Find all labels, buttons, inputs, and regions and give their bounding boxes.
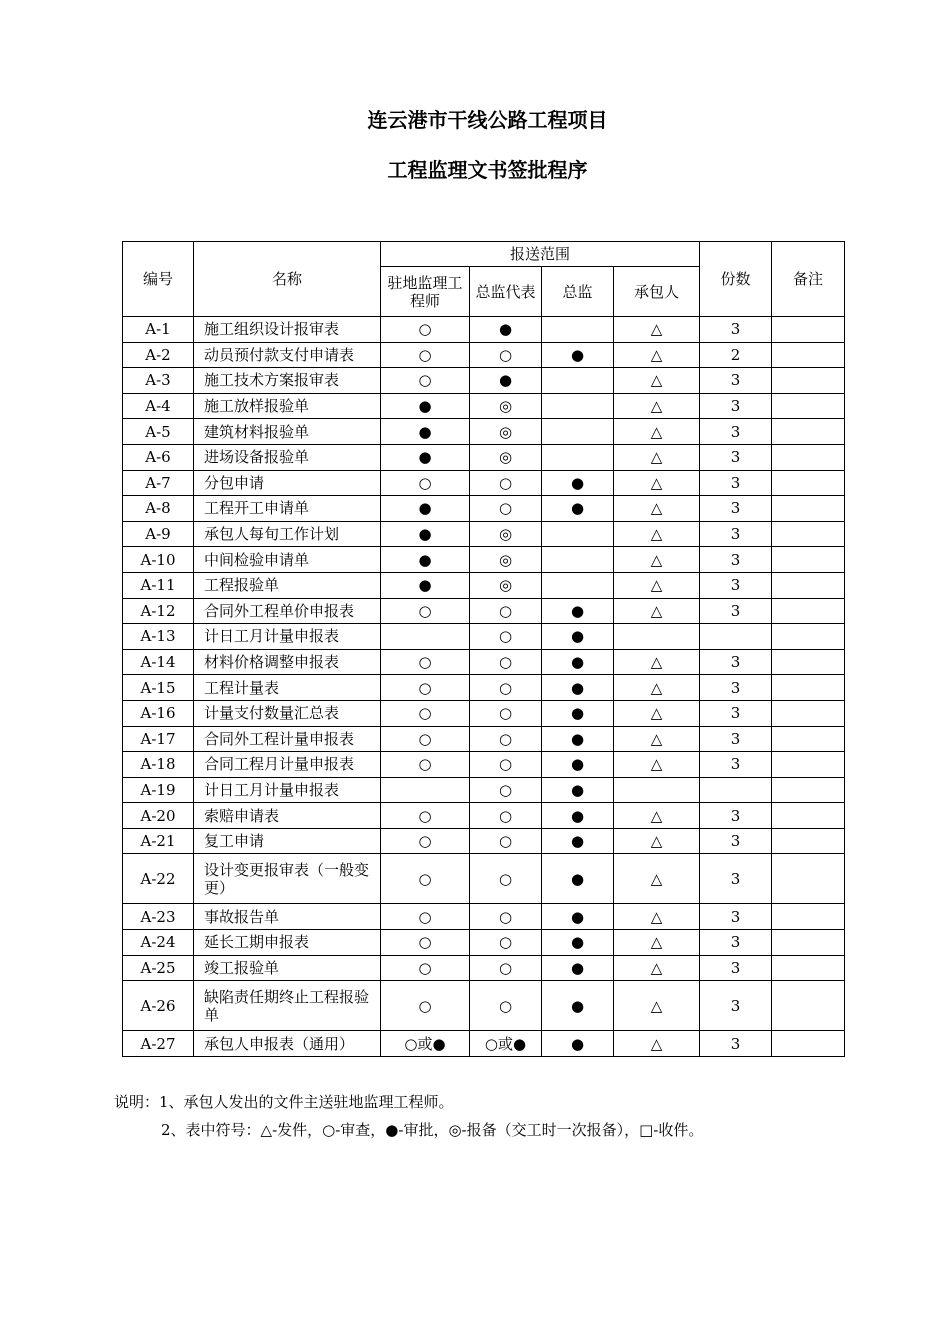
row-copies: 3 (700, 726, 772, 752)
row-code: A-14 (123, 649, 194, 675)
row-remarks (772, 777, 845, 803)
row-resident-engineer: ○ (381, 981, 470, 1031)
table-row (123, 828, 845, 854)
note-line-1: 说明：1、承包人发出的文件主送驻地监理工程师。 (114, 1093, 454, 1111)
row-chief (542, 393, 614, 419)
row-copies: 3 (700, 470, 772, 496)
row-chief: ● (542, 726, 614, 752)
row-copies: 3 (700, 930, 772, 956)
row-chief: ● (542, 930, 614, 956)
row-remarks (772, 930, 845, 956)
row-chief-rep: ○ (470, 854, 542, 904)
row-resident-engineer (381, 624, 470, 650)
row-remarks (772, 803, 845, 829)
row-chief: ● (542, 854, 614, 904)
row-code: A-5 (123, 419, 194, 445)
row-code: A-26 (123, 981, 194, 1031)
row-contractor: △ (614, 981, 700, 1031)
row-name: 缺陷责任期终止工程报验单 (194, 981, 381, 1031)
row-resident-engineer: ○ (381, 675, 470, 701)
row-code: A-22 (123, 854, 194, 904)
row-copies: 3 (700, 649, 772, 675)
row-resident-engineer: ○ (381, 854, 470, 904)
row-code: A-27 (123, 1031, 194, 1057)
row-copies: 3 (700, 904, 772, 930)
row-name: 动员预付款支付申请表 (194, 342, 381, 368)
document-subtitle: 工程监理文书签批程序 (387, 158, 588, 182)
row-resident-engineer: ● (381, 572, 470, 598)
row-name: 中间检验申请单 (194, 547, 381, 573)
row-name: 施工放样报验单 (194, 393, 381, 419)
row-chief: ● (542, 777, 614, 803)
row-code: A-9 (123, 521, 194, 547)
row-remarks (772, 700, 845, 726)
row-copies: 3 (700, 981, 772, 1031)
row-chief-rep: ○ (470, 904, 542, 930)
row-chief-rep: ◎ (470, 419, 542, 445)
row-chief-rep: ○ (470, 700, 542, 726)
row-contractor: △ (614, 649, 700, 675)
row-resident-engineer: ○ (381, 649, 470, 675)
row-chief-rep: ○ (470, 675, 542, 701)
row-contractor: △ (614, 419, 700, 445)
table-row (123, 342, 845, 368)
row-copies: 3 (700, 598, 772, 624)
row-name: 建筑材料报验单 (194, 419, 381, 445)
table-row (123, 444, 845, 470)
row-copies: 3 (700, 700, 772, 726)
row-chief: ● (542, 828, 614, 854)
row-code: A-25 (123, 955, 194, 981)
row-chief (542, 547, 614, 573)
header-copies: 份数 (700, 242, 772, 317)
row-chief-rep: ◎ (470, 572, 542, 598)
row-name: 计日工月计量申报表 (194, 777, 381, 803)
row-remarks (772, 393, 845, 419)
table-row (123, 598, 845, 624)
header-scope: 报送范围 (381, 242, 700, 267)
row-code: A-19 (123, 777, 194, 803)
row-remarks (772, 572, 845, 598)
row-name: 施工技术方案报审表 (194, 368, 381, 394)
row-chief (542, 444, 614, 470)
row-name: 施工组织设计报审表 (194, 317, 381, 343)
row-contractor: △ (614, 342, 700, 368)
table-row (123, 649, 845, 675)
header-chief: 总监 (542, 267, 614, 317)
row-chief (542, 368, 614, 394)
row-chief: ● (542, 752, 614, 778)
table-row (123, 752, 845, 778)
row-chief-rep: ○ (470, 496, 542, 522)
row-chief: ● (542, 342, 614, 368)
row-chief-rep: ○ (470, 726, 542, 752)
row-contractor: △ (614, 726, 700, 752)
row-name: 工程开工申请单 (194, 496, 381, 522)
row-code: A-4 (123, 393, 194, 419)
row-contractor: △ (614, 547, 700, 573)
row-name: 合同外工程单价申报表 (194, 598, 381, 624)
row-chief-rep: ○ (470, 828, 542, 854)
row-copies: 3 (700, 1031, 772, 1057)
header-remarks: 备注 (772, 242, 845, 317)
row-chief: ● (542, 1031, 614, 1057)
row-code: A-20 (123, 803, 194, 829)
row-chief-rep: ○ (470, 342, 542, 368)
row-code: A-18 (123, 752, 194, 778)
row-code: A-13 (123, 624, 194, 650)
row-contractor: △ (614, 496, 700, 522)
row-copies: 3 (700, 572, 772, 598)
row-remarks (772, 955, 845, 981)
row-code: A-2 (123, 342, 194, 368)
row-resident-engineer (381, 777, 470, 803)
row-name: 延长工期申报表 (194, 930, 381, 956)
table-row (123, 547, 845, 573)
row-name: 计日工月计量申报表 (194, 624, 381, 650)
row-code: A-11 (123, 572, 194, 598)
row-contractor: △ (614, 368, 700, 394)
row-chief-rep: ○ (470, 470, 542, 496)
row-remarks (772, 981, 845, 1031)
row-resident-engineer: ○ (381, 470, 470, 496)
row-remarks (772, 521, 845, 547)
row-remarks (772, 828, 845, 854)
table-row (123, 317, 845, 343)
row-name: 承包人申报表（通用） (194, 1031, 381, 1057)
row-remarks (772, 470, 845, 496)
row-remarks (772, 368, 845, 394)
row-contractor: △ (614, 828, 700, 854)
row-copies (700, 777, 772, 803)
row-chief-rep: ○ (470, 624, 542, 650)
table-row (123, 854, 845, 904)
header-contractor: 承包人 (614, 267, 700, 317)
row-contractor: △ (614, 752, 700, 778)
row-code: A-10 (123, 547, 194, 573)
row-contractor: △ (614, 904, 700, 930)
row-name: 合同外工程计量申报表 (194, 726, 381, 752)
row-contractor: △ (614, 700, 700, 726)
row-chief: ● (542, 803, 614, 829)
row-resident-engineer: ○ (381, 803, 470, 829)
row-code: A-15 (123, 675, 194, 701)
header-name: 名称 (194, 242, 381, 317)
row-chief (542, 419, 614, 445)
row-remarks (772, 342, 845, 368)
table-row (123, 955, 845, 981)
row-name: 工程报验单 (194, 572, 381, 598)
table-row (123, 496, 845, 522)
row-name: 进场设备报验单 (194, 444, 381, 470)
row-remarks (772, 1031, 845, 1057)
row-code: A-3 (123, 368, 194, 394)
row-resident-engineer: ○ (381, 342, 470, 368)
row-chief-rep: ○ (470, 981, 542, 1031)
table-body (123, 317, 845, 1057)
row-remarks (772, 598, 845, 624)
row-chief-rep: ◎ (470, 444, 542, 470)
row-resident-engineer: ○ (381, 726, 470, 752)
row-remarks (772, 419, 845, 445)
row-chief-rep: ◎ (470, 547, 542, 573)
row-chief: ● (542, 675, 614, 701)
row-copies: 3 (700, 547, 772, 573)
row-remarks (772, 675, 845, 701)
row-chief: ● (542, 624, 614, 650)
row-code: A-16 (123, 700, 194, 726)
row-remarks (772, 496, 845, 522)
row-resident-engineer: ● (381, 393, 470, 419)
row-resident-engineer: ○或● (381, 1031, 470, 1057)
table-row (123, 572, 845, 598)
row-chief-rep: ● (470, 317, 542, 343)
row-copies: 3 (700, 496, 772, 522)
row-contractor: △ (614, 1031, 700, 1057)
row-copies: 3 (700, 419, 772, 445)
row-chief-rep: ○ (470, 752, 542, 778)
row-chief-rep: ○ (470, 930, 542, 956)
row-chief (542, 572, 614, 598)
header-resident-engineer: 驻地监理工程师 (381, 267, 470, 317)
row-copies: 3 (700, 803, 772, 829)
row-chief: ● (542, 598, 614, 624)
table-row (123, 393, 845, 419)
row-copies: 3 (700, 317, 772, 343)
row-name: 设计变更报审表（一般变更） (194, 854, 381, 904)
notes (114, 1088, 703, 1144)
row-copies: 3 (700, 828, 772, 854)
row-chief: ● (542, 700, 614, 726)
row-contractor: △ (614, 572, 700, 598)
row-copies: 3 (700, 854, 772, 904)
row-resident-engineer: ● (381, 521, 470, 547)
row-copies: 3 (700, 368, 772, 394)
table-row (123, 1031, 845, 1057)
row-code: A-23 (123, 904, 194, 930)
row-chief: ● (542, 955, 614, 981)
row-contractor: △ (614, 393, 700, 419)
row-resident-engineer: ● (381, 547, 470, 573)
row-code: A-1 (123, 317, 194, 343)
row-chief (542, 521, 614, 547)
row-copies: 3 (700, 955, 772, 981)
row-chief: ● (542, 496, 614, 522)
row-chief-rep: ○ (470, 955, 542, 981)
row-copies: 3 (700, 393, 772, 419)
row-remarks (772, 649, 845, 675)
row-contractor: △ (614, 955, 700, 981)
row-remarks (772, 624, 845, 650)
row-resident-engineer: ○ (381, 955, 470, 981)
row-remarks (772, 752, 845, 778)
row-code: A-24 (123, 930, 194, 956)
table-row (123, 419, 845, 445)
row-copies: 3 (700, 675, 772, 701)
row-contractor: △ (614, 521, 700, 547)
row-resident-engineer: ○ (381, 700, 470, 726)
table-row (123, 803, 845, 829)
row-name: 合同工程月计量申报表 (194, 752, 381, 778)
row-resident-engineer: ● (381, 444, 470, 470)
table-row (123, 930, 845, 956)
table-row (123, 470, 845, 496)
row-chief-rep: ● (470, 368, 542, 394)
row-code: A-8 (123, 496, 194, 522)
row-chief: ● (542, 904, 614, 930)
row-contractor: △ (614, 803, 700, 829)
row-remarks (772, 444, 845, 470)
header-chief-rep: 总监代表 (470, 267, 542, 317)
row-copies: 3 (700, 752, 772, 778)
row-contractor (614, 624, 700, 650)
row-name: 材料价格调整申报表 (194, 649, 381, 675)
row-contractor: △ (614, 317, 700, 343)
row-name: 复工申请 (194, 828, 381, 854)
table-row (123, 726, 845, 752)
row-code: A-17 (123, 726, 194, 752)
row-name: 索赔申请表 (194, 803, 381, 829)
table-row (123, 981, 845, 1031)
row-code: A-7 (123, 470, 194, 496)
table-row (123, 700, 845, 726)
row-contractor: △ (614, 470, 700, 496)
row-copies: 3 (700, 521, 772, 547)
row-contractor: △ (614, 854, 700, 904)
row-contractor: △ (614, 930, 700, 956)
row-resident-engineer: ○ (381, 752, 470, 778)
row-name: 计量支付数量汇总表 (194, 700, 381, 726)
row-remarks (772, 854, 845, 904)
row-name: 分包申请 (194, 470, 381, 496)
row-chief-rep: ○ (470, 777, 542, 803)
row-copies: 3 (700, 444, 772, 470)
row-chief-rep: ○ (470, 598, 542, 624)
row-resident-engineer: ○ (381, 904, 470, 930)
row-chief-rep: ○ (470, 803, 542, 829)
note-line-2: 2、表中符号：△-发件，○-审查，●-审批，◎-报备（交工时一次报备），□-收件。 (161, 1121, 704, 1139)
table-row (123, 624, 845, 650)
row-remarks (772, 317, 845, 343)
row-code: A-6 (123, 444, 194, 470)
row-chief: ● (542, 470, 614, 496)
table-row (123, 521, 845, 547)
row-chief: ● (542, 649, 614, 675)
row-code: A-12 (123, 598, 194, 624)
row-contractor: △ (614, 675, 700, 701)
row-remarks (772, 904, 845, 930)
row-resident-engineer: ○ (381, 317, 470, 343)
row-chief-rep: ○ (470, 649, 542, 675)
row-code: A-21 (123, 828, 194, 854)
row-copies: 2 (700, 342, 772, 368)
header-code: 编号 (123, 242, 194, 317)
row-chief-rep: ◎ (470, 521, 542, 547)
row-name: 竣工报验单 (194, 955, 381, 981)
row-chief: ● (542, 981, 614, 1031)
row-contractor: △ (614, 598, 700, 624)
table-row (123, 368, 845, 394)
row-copies (700, 624, 772, 650)
row-chief (542, 317, 614, 343)
row-contractor: △ (614, 444, 700, 470)
row-remarks (772, 547, 845, 573)
document-title: 连云港市干线公路工程项目 (367, 108, 608, 132)
row-chief-rep: ○或● (470, 1031, 542, 1057)
row-chief-rep: ◎ (470, 393, 542, 419)
row-resident-engineer: ○ (381, 828, 470, 854)
table-row (123, 777, 845, 803)
table-row (123, 675, 845, 701)
table-row (123, 904, 845, 930)
row-name: 工程计量表 (194, 675, 381, 701)
row-name: 事故报告单 (194, 904, 381, 930)
row-name: 承包人每旬工作计划 (194, 521, 381, 547)
row-remarks (772, 726, 845, 752)
row-resident-engineer: ○ (381, 598, 470, 624)
row-resident-engineer: ● (381, 419, 470, 445)
approval-procedure-table (122, 241, 845, 1057)
row-contractor (614, 777, 700, 803)
row-resident-engineer: ○ (381, 368, 470, 394)
row-resident-engineer: ● (381, 496, 470, 522)
row-resident-engineer: ○ (381, 930, 470, 956)
